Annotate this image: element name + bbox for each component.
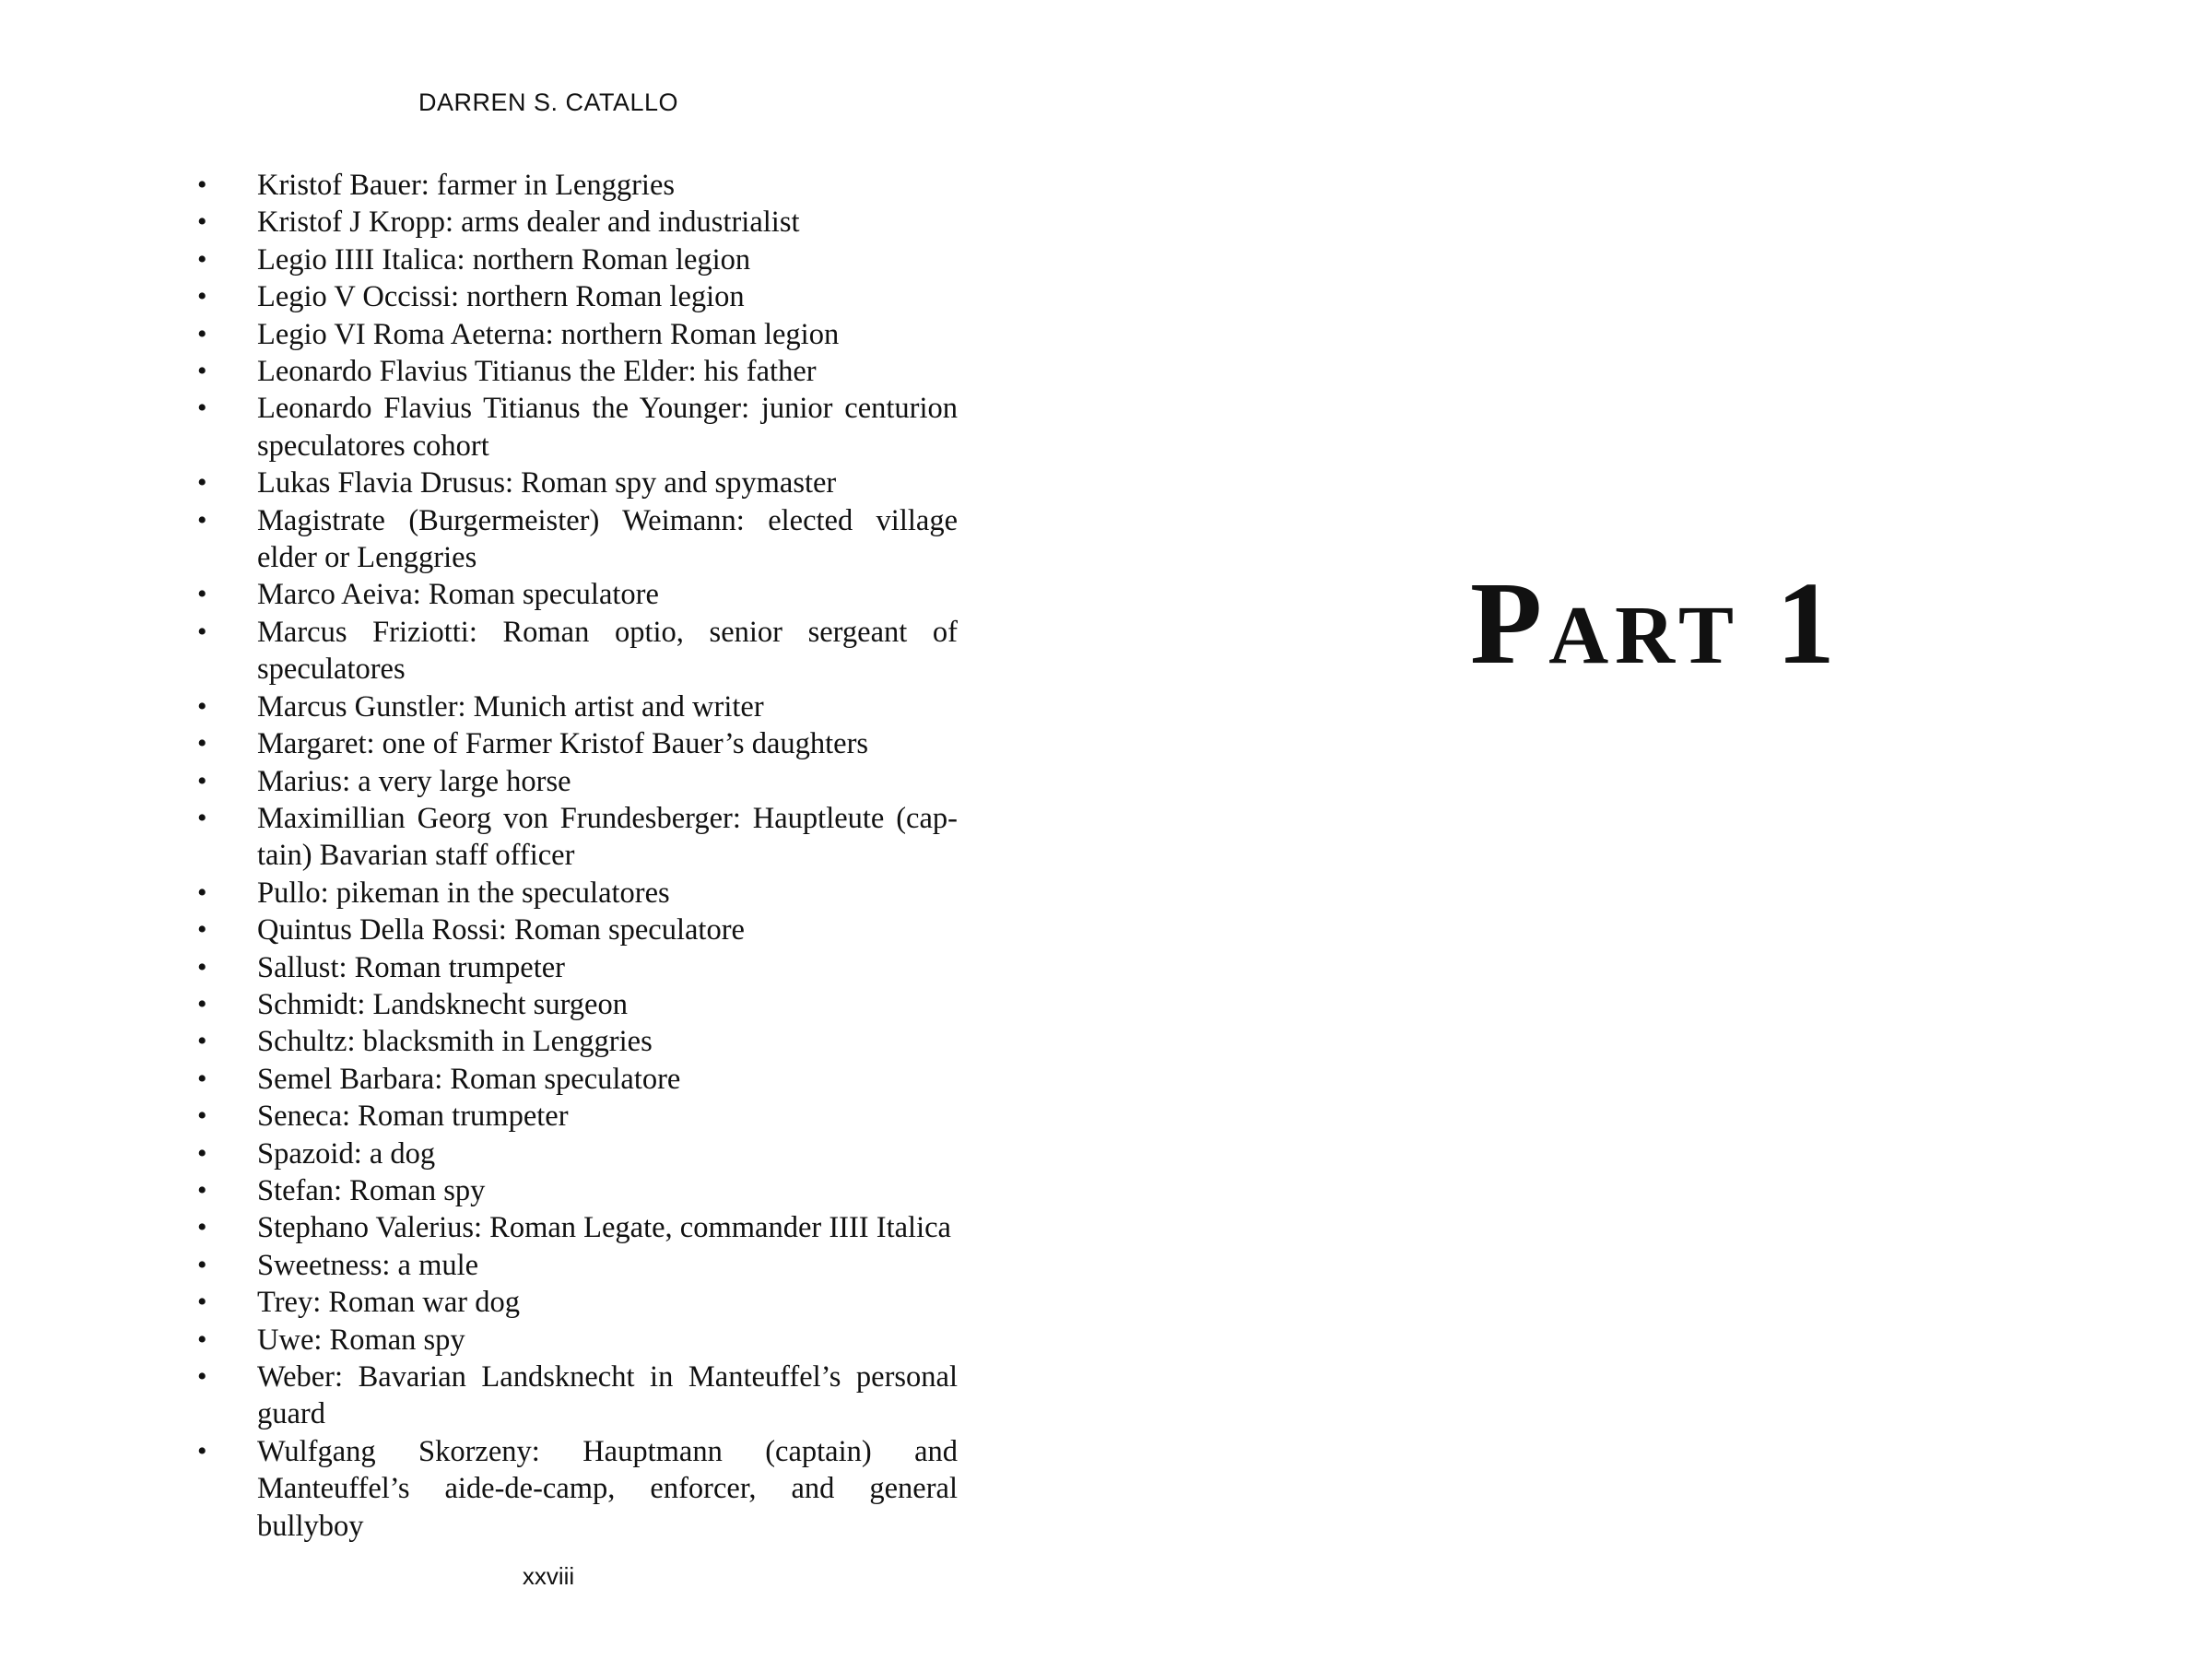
- part-title: Part 1: [1470, 558, 1842, 688]
- list-item-text: Spazoid: a dog: [257, 1136, 436, 1171]
- list-item-text: Marius: a very large horse: [257, 764, 571, 798]
- list-item: [0, 1322, 958, 1359]
- list-item-text: Legio VI Roma Aeterna: northern Roman legion: [257, 317, 840, 351]
- list-item-text: Leonardo Flavius Titianus the Elder: his father: [257, 355, 817, 389]
- list-item-text: Wulfgang Skorzeny: Hauptmann (captain) and Manteuffel’s aide-de-camp, enforcer, and general bullyboy: [257, 1434, 958, 1543]
- list-item: [0, 1359, 958, 1433]
- list-item-text: Kristof J Kropp: arms dealer and industrialist: [257, 206, 800, 240]
- list-item: [0, 912, 958, 948]
- list-item-text: Kristof Bauer: farmer in Lenggries: [257, 169, 676, 202]
- list-item-text: Legio V Occissi: northern Roman legion: [257, 280, 745, 314]
- bullet-icon: •: [197, 467, 207, 499]
- list-item: [0, 1172, 958, 1209]
- bullet-icon: •: [197, 356, 207, 387]
- bullet-icon: •: [197, 1100, 207, 1132]
- bullet-icon: •: [197, 1063, 207, 1094]
- list-item: [0, 576, 958, 613]
- list-item: [0, 875, 958, 912]
- running-head: DARREN S. CATALLO: [418, 88, 679, 116]
- list-item: [0, 614, 958, 688]
- list-item-text: Marcus Friziotti: Roman optio, senior sergeant of speculatores: [257, 615, 958, 687]
- list-item-text: Uwe: Roman spy: [257, 1323, 465, 1357]
- bullet-icon: •: [197, 393, 207, 424]
- list-item: [0, 502, 958, 577]
- bullet-icon: •: [197, 1249, 207, 1280]
- list-item: [0, 688, 958, 725]
- list-item-text: Marcus Gunstler: Munich artist and writer: [257, 689, 764, 724]
- page-number: xxviii: [522, 1562, 575, 1590]
- list-item: [0, 1284, 958, 1321]
- list-item-text: Pullo: pikeman in the speculatores: [257, 876, 670, 910]
- bullet-icon: •: [197, 318, 207, 349]
- bullet-icon: •: [197, 914, 207, 946]
- bullet-icon: •: [197, 690, 207, 722]
- bullet-icon: •: [197, 616, 207, 647]
- list-item: [0, 1061, 958, 1098]
- list-item: [0, 1209, 958, 1246]
- list-item: [0, 204, 958, 241]
- bullet-icon: •: [197, 1137, 207, 1169]
- list-item-text: Sweetness: a mule: [257, 1248, 479, 1282]
- bullet-icon: •: [197, 206, 207, 238]
- bullet-icon: •: [197, 951, 207, 982]
- list-item-text: Weber: Bavarian Landsknecht in Manteuffel’s personal guard: [257, 1360, 958, 1431]
- list-item: [0, 1023, 958, 1060]
- list-item: [0, 949, 958, 986]
- list-item-text: Margaret: one of Farmer Kristof Bauer’s daughters: [257, 727, 869, 761]
- bullet-icon: •: [197, 877, 207, 908]
- bullet-icon: •: [197, 1435, 207, 1466]
- list-item: [0, 1433, 958, 1545]
- bullet-icon: •: [197, 1361, 207, 1392]
- bullet-icon: •: [197, 243, 207, 275]
- list-item: [0, 167, 958, 204]
- list-item-text: Schultz: blacksmith in Lenggries: [257, 1025, 653, 1059]
- bullet-icon: •: [197, 281, 207, 312]
- list-item: [0, 241, 958, 278]
- bullet-icon: •: [197, 802, 207, 833]
- list-item-text: Sallust: Roman trumpeter: [257, 950, 565, 984]
- bullet-icon: •: [197, 504, 207, 535]
- bullet-icon: •: [197, 1287, 207, 1318]
- list-item: [0, 278, 958, 315]
- list-item-text: Stefan: Roman spy: [257, 1173, 486, 1207]
- list-item-text: Seneca: Roman trumpeter: [257, 1100, 569, 1134]
- list-item-text: Quintus Della Rossi: Roman speculatore: [257, 913, 745, 947]
- right-page: [1106, 0, 2212, 1659]
- list-item-text: Marco Aeiva: Roman speculatore: [257, 578, 659, 612]
- list-item: [0, 725, 958, 762]
- list-item-text: Stephano Valerius: Roman Legate, commander IIII Italica: [257, 1211, 951, 1245]
- list-item-text: Lukas Flavia Drusus: Roman spy and spymaster: [257, 466, 837, 500]
- bullet-icon: •: [197, 728, 207, 759]
- bullet-icon: •: [197, 170, 207, 200]
- bullet-icon: •: [197, 1026, 207, 1057]
- list-item: [0, 390, 958, 465]
- character-list: [0, 167, 958, 1545]
- bullet-icon: •: [197, 1174, 207, 1206]
- list-item: [0, 465, 958, 501]
- list-item: [0, 1135, 958, 1172]
- list-item-text: Leonardo Flavius Titianus the Younger: junior centurion speculatores cohort: [257, 392, 958, 463]
- list-item-text: Magistrate (Burgermeister) Weimann: elected village elder or Lenggries: [257, 503, 958, 575]
- list-item: [0, 1247, 958, 1284]
- list-item: [0, 353, 958, 390]
- bullet-icon: •: [197, 765, 207, 796]
- list-item: [0, 1098, 958, 1135]
- list-item: [0, 316, 958, 353]
- list-item: [0, 763, 958, 800]
- list-item: [0, 800, 958, 875]
- list-item-text: Legio IIII Italica: northern Roman legion: [257, 242, 751, 276]
- bullet-icon: •: [197, 1212, 207, 1243]
- bullet-icon: •: [197, 579, 207, 610]
- bullet-icon: •: [197, 988, 207, 1019]
- bullet-icon: •: [197, 1324, 207, 1355]
- list-item-text: Semel Barbara: Roman speculatore: [257, 1062, 681, 1096]
- list-item-text: Schmidt: Landsknecht surgeon: [257, 987, 628, 1021]
- list-item-text: Trey: Roman war dog: [257, 1286, 520, 1320]
- list-item: [0, 986, 958, 1023]
- list-item-text: Maximillian Georg von Frundesberger: Hauptleute (captain) Bavarian staff officer: [257, 801, 958, 873]
